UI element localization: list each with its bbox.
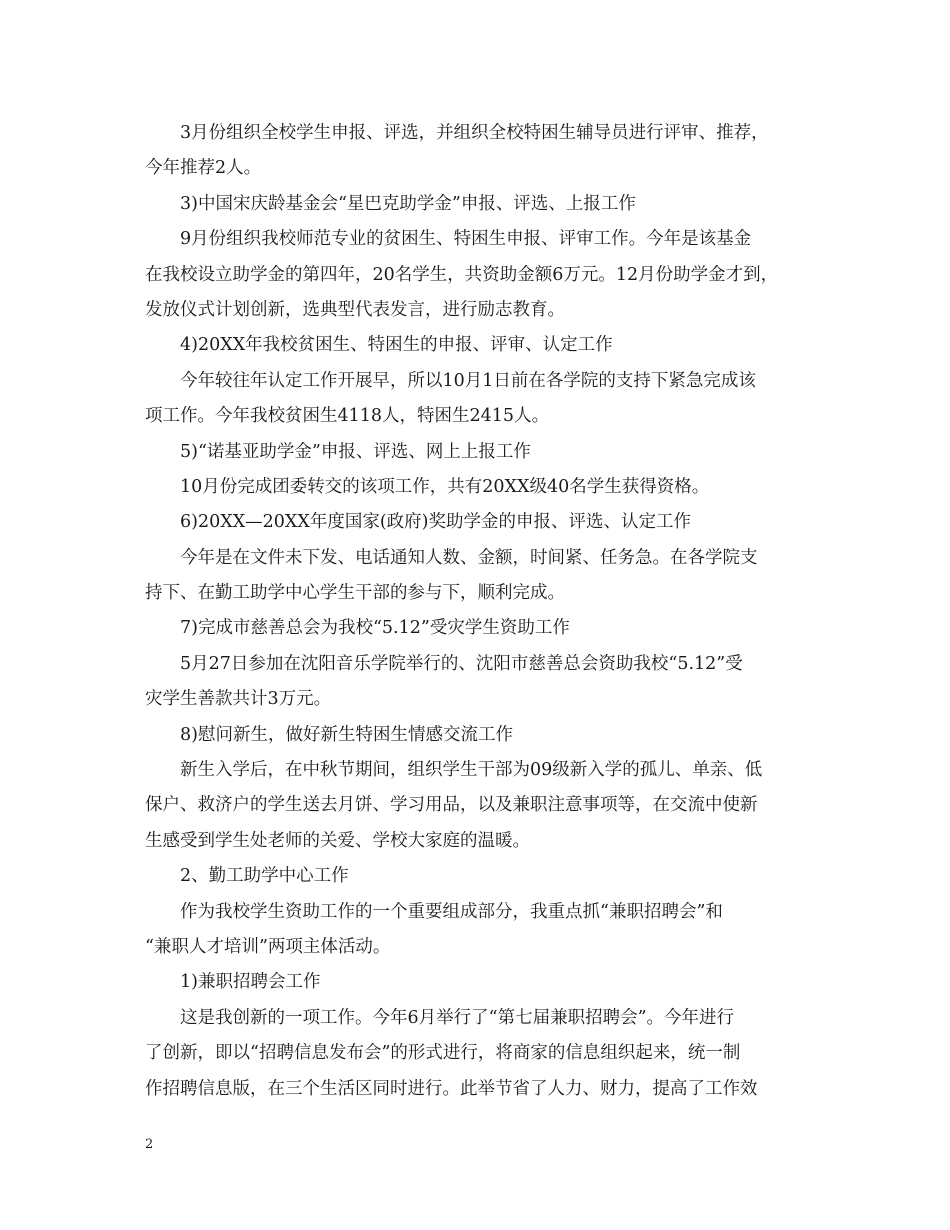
text-line: 在我校设立助学金的第四年，20名学生，共资助金额6万元。12月份助学金才到， [145,264,779,285]
text-line: 1)兼职招聘会工作 [180,972,321,993]
text-line: 发放仪式计划创新，选典型代表发言，进行励志教育。 [145,299,565,320]
text-line: 持下、在勤工助学中心学生干部的参与下，顺利完成。 [145,583,565,604]
text-line: 了创新，即以“招聘信息发布会”的形式进行，将商家的信息组织起来，统一制 [145,1043,741,1064]
text-line: 生感受到学生处老师的关爱、学校大家庭的温暖。 [145,830,530,851]
text-line: 今年是在文件未下发、电话通知人数、金额，时间紧、任务急。在各学院支 [180,547,758,568]
text-line: 新生入学后，在中秋节期间，组织学生干部为09级新入学的孤儿、单亲、低 [180,760,763,781]
text-line: 7)完成市慈善总会为我校“5.12”受灾学生资助工作 [180,618,570,639]
text-line: 灾学生善款共计3万元。 [145,689,332,710]
text-line: 作招聘信息版，在三个生活区同时进行。此举节省了人力、财力，提高了工作效 [145,1078,758,1099]
document-body [145,116,810,1107]
text-line: 5)“诺基亚助学金”申报、评选、网上上报工作 [180,441,531,462]
text-line: 项工作。今年我校贫困生4118人，特困生2415人。 [145,406,550,427]
text-line: 4)20XX年我校贫困生、特困生的申报、评审、认定工作 [180,335,613,356]
text-line: 3月份组织全校学生申报、评选，并组织全校特困生辅导员进行评审、推荐， [180,123,769,143]
text-line: 5月27日参加在沈阳音乐学院举行的、沈阳市慈善总会资助我校“5.12”受 [180,653,743,674]
text-line: 10月份完成团委转交的该项工作，共有20XX级40名学生获得资格。 [180,476,710,497]
text-line: 保户、救济户的学生送去月饼、学习用品，以及兼职注意事项等，在交流中使新 [145,795,758,816]
text-line: 3)中国宋庆龄基金会“星巴克助学金”申报、评选、上报工作 [180,193,636,214]
page-number: 2 [145,1137,154,1152]
text-line: 2、勤工助学中心工作 [180,866,349,887]
text-line: 6)20XX—20XX年度国家(政府)奖助学金的申报、评选、认定工作 [180,512,691,533]
text-line: “兼职人才培训”两项主体活动。 [145,936,391,957]
text-line: 作为我校学生资助工作的一个重要组成部分，我重点抓“兼职招聘会”和 [180,901,723,922]
text-line: 今年推荐2人。 [145,158,262,179]
text-line: 9月份组织我校师范专业的贫困生、特困生申报、评审工作。今年是该基金 [180,229,752,250]
text-line: 这是我创新的一项工作。今年6月举行了“第七届兼职招聘会”。今年进行 [180,1007,735,1028]
text-line: 今年较往年认定工作开展早，所以10月1日前在各学院的支持下紧急完成该 [180,370,756,391]
text-line: 8)慰问新生，做好新生特困生情感交流工作 [180,724,513,745]
